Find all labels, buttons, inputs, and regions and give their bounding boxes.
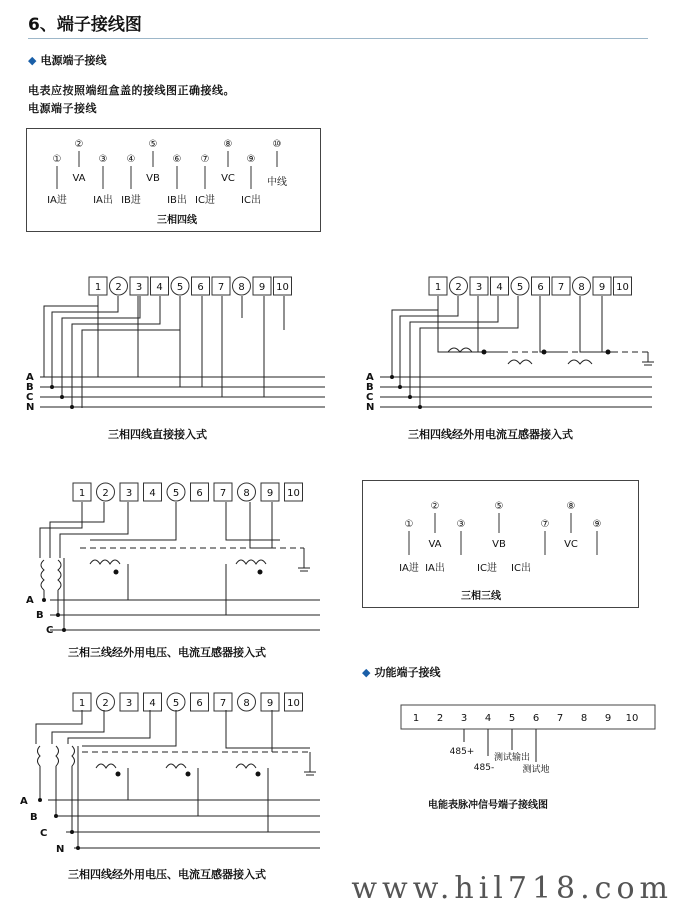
three-wire-terminal-legend [362,480,639,608]
d3-terminal-10: 10 [287,488,300,499]
d1-caption: 三相四线直接接入式 [108,428,207,441]
legend2-label-1: IA进 [399,563,419,574]
d2-terminal-8: 8 [578,282,585,293]
function-terminal-heading-text: 功能端子接线 [374,666,441,679]
d3-terminal-8: 8 [243,488,250,499]
legend-label-7: IC进 [195,195,215,206]
legend2-circle-5: ⑤ [494,501,504,512]
d1-terminal-9: 9 [258,282,266,293]
four-wire-terminal-legend [26,128,321,232]
watermark: www.hil718.com [351,871,673,906]
legend-circle-8: ⑧ [223,139,233,150]
d4-terminal-6: 6 [196,698,203,709]
func-terminal-5: 5 [508,713,516,724]
legend2-circle-3: ③ [456,519,466,530]
func-label-485minus: 485- [473,763,495,773]
d2-terminal-9: 9 [598,282,606,293]
d2-caption: 三相四线经外用电流互感器接入式 [408,428,573,441]
d1-phase-b: B [26,382,34,393]
d4-terminal-8: 8 [243,698,250,709]
instruction-text: 电表应按照端纽盒盖的接线图正确接线。 [28,84,235,97]
title-underline [28,38,648,39]
d3-terminal-4: 4 [149,488,156,499]
legend-circle-1: ① [52,154,62,165]
d4-terminal-5: 5 [172,698,180,709]
d3-terminal-6: 6 [196,488,203,499]
legend2-label-2: VA [428,539,442,550]
d3-phase-c: C [46,625,54,636]
d4-terminal-4: 4 [149,698,156,709]
legend-label-2: VA [72,173,86,184]
func-terminal-10: 10 [625,713,639,724]
legend-label-9: IC出 [241,195,261,206]
diamond-bullet-icon: ◆ [362,666,371,679]
four-wire-pt-ct-diagram [20,688,325,858]
func-terminal-7: 7 [556,713,564,724]
d4-terminal-10: 10 [287,698,300,709]
func-terminal-4: 4 [484,713,492,724]
d1-terminal-8: 8 [238,282,245,293]
legend2-circle-9: ⑨ [592,519,602,530]
d4-phase-n: N [56,844,65,855]
d4-phase-c: C [40,828,48,839]
legend-label-4: IB进 [121,195,141,206]
d3-terminal-2: 2 [102,488,109,499]
d2-terminal-1: 1 [434,282,442,293]
d2-phase-a: A [366,372,374,383]
d3-terminal-9: 9 [266,488,274,499]
d4-caption: 三相四线经外用电压、电流互感器接入式 [68,868,266,881]
legend-label-1: IA进 [47,195,67,206]
legend-label-8: VC [221,173,235,184]
legend-circle-2: ② [74,139,84,150]
d3-caption: 三相三线经外用电压、电流互感器接入式 [68,646,266,659]
d1-terminal-6: 6 [197,282,204,293]
d3-terminal-3: 3 [125,488,133,499]
d4-phase-b: B [30,812,38,823]
d2-terminal-3: 3 [475,282,483,293]
legend-caption: 三相四线 [157,215,197,226]
legend-circle-9: ⑨ [246,154,256,165]
func-terminal-9: 9 [604,713,612,724]
legend-circle-7: ⑦ [200,154,210,165]
d3-phase-b: B [36,610,44,621]
legend2-label-3: IA出 [425,563,445,574]
power-terminal-heading [28,52,106,68]
func-terminal-3: 3 [460,713,468,724]
func-terminal-2: 2 [436,713,444,724]
four-wire-legend-svg [27,129,320,231]
d2-terminal-6: 6 [537,282,544,293]
power-terminal-heading-text: 电源端子接线 [40,54,107,67]
func-label-test-output: 测试输出 [493,753,531,763]
legend-label-5: VB [146,173,160,184]
func-terminal-1: 1 [412,713,420,724]
power-terminal-subheading: 电源端子接线 [28,102,97,115]
legend2-label-5: VB [492,539,506,550]
d2-terminal-7: 7 [557,282,565,293]
d4-terminal-1: 1 [78,698,86,709]
d1-phase-n: N [26,402,35,413]
d4-terminal-9: 9 [266,698,274,709]
func-terminal-8: 8 [580,713,588,724]
d1-phase-a: A [26,372,34,383]
diamond-bullet-icon: ◆ [28,54,37,67]
d1-terminal-10: 10 [276,282,289,293]
d1-terminal-1: 1 [94,282,102,293]
legend-label-3: IA出 [93,195,113,206]
d3-terminal-7: 7 [219,488,227,499]
three-wire-legend-svg [363,481,638,607]
legend-circle-10: ⑩ [272,139,282,150]
d3-terminal-1: 1 [78,488,86,499]
d2-phase-c: C [366,392,374,403]
legend2-label-8: VC [564,539,578,550]
d2-terminal-2: 2 [455,282,462,293]
d1-terminal-4: 4 [156,282,163,293]
legend-circle-5: ⑤ [148,139,158,150]
d3-terminal-5: 5 [172,488,180,499]
legend2-caption: 三相三线 [461,591,501,602]
d1-terminal-7: 7 [217,282,225,293]
func-label-485plus: 485+ [449,747,475,757]
legend2-circle-1: ① [404,519,414,530]
legend2-circle-8: ⑧ [566,501,576,512]
direct-connection-diagram [20,272,330,414]
function-caption: 电能表脉冲信号端子接线图 [428,800,548,811]
legend2-circle-7: ⑦ [540,519,550,530]
section-title: 6、端子接线图 [28,15,142,35]
legend-circle-3: ③ [98,154,108,165]
function-terminal-block [400,704,660,776]
d4-phase-a: A [20,796,28,807]
d4-terminal-3: 3 [125,698,133,709]
d2-terminal-10: 10 [616,282,629,293]
d2-phase-b: B [366,382,374,393]
legend2-label-7: IC进 [477,563,497,574]
legend2-label-9: IC出 [511,563,531,574]
d1-terminal-3: 3 [135,282,143,293]
d4-terminal-7: 7 [219,698,227,709]
legend-circle-4: ④ [126,154,136,165]
d2-terminal-5: 5 [516,282,524,293]
legend-label-6: IB出 [167,195,187,206]
legend2-circle-2: ② [430,501,440,512]
d3-phase-a: A [26,595,34,606]
d1-terminal-2: 2 [115,282,122,293]
d1-phase-c: C [26,392,34,403]
func-label-test-ground: 测试地 [522,765,550,775]
d2-terminal-4: 4 [496,282,503,293]
func-terminal-6: 6 [532,713,540,724]
legend-label-10: 中线 [267,177,287,188]
function-terminal-heading [362,664,440,680]
d2-phase-n: N [366,402,375,413]
d4-terminal-2: 2 [102,698,109,709]
legend-circle-6: ⑥ [172,154,182,165]
external-ct-diagram [362,272,662,414]
three-wire-pt-ct-diagram [20,478,325,638]
d1-terminal-5: 5 [176,282,184,293]
